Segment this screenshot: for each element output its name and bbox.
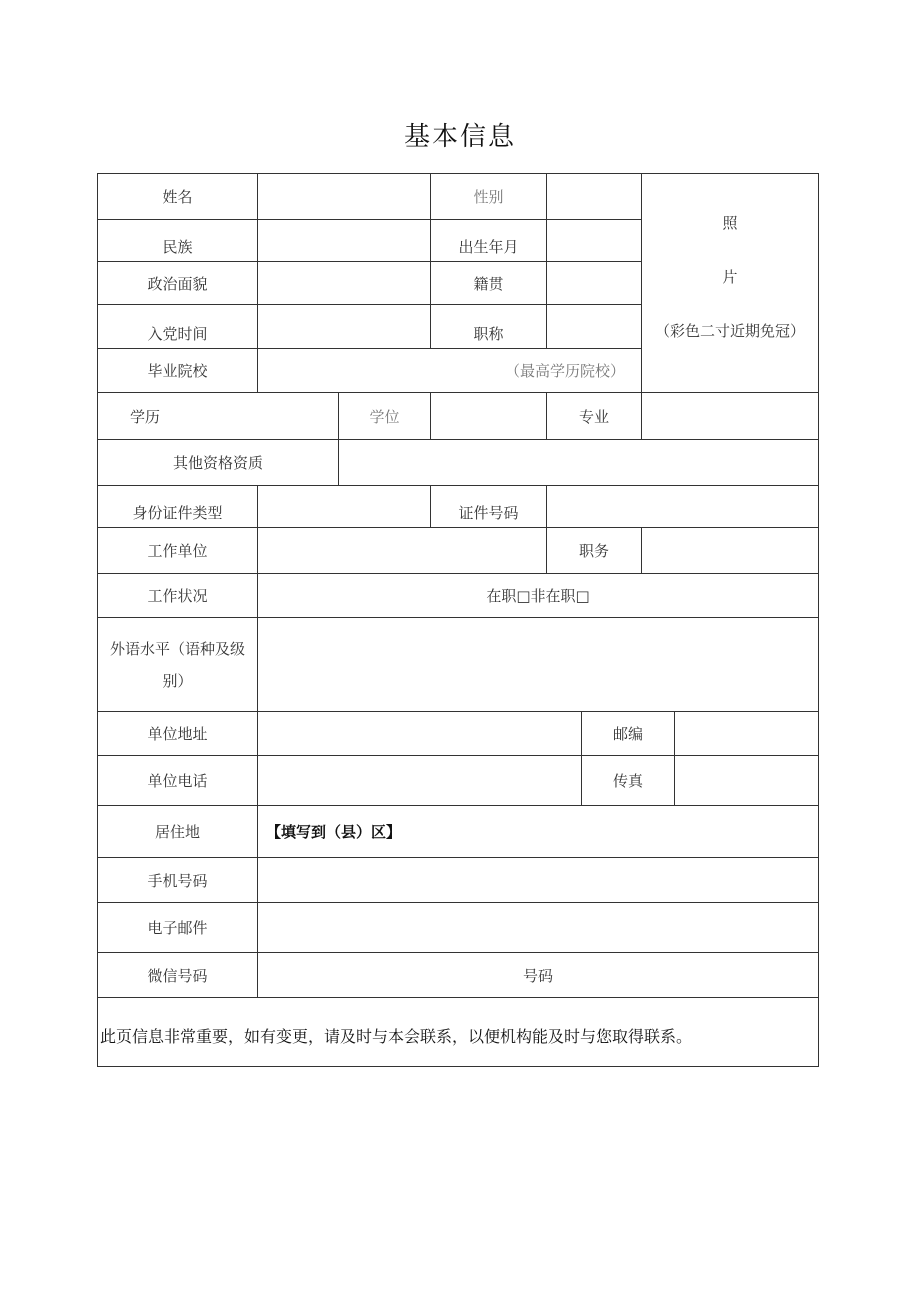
photo-box[interactable] (641, 173, 819, 393)
id-number-label: 证件号码 (430, 485, 547, 528)
language-label: 外语水平（语种及级别） (97, 617, 258, 712)
residence-field[interactable]: 【填写到（县）区】 (257, 805, 819, 858)
photo-label-1: 照 (722, 214, 738, 232)
gender-field[interactable] (546, 173, 642, 220)
id-type-field[interactable] (257, 485, 431, 528)
degree-label: 学位 (338, 392, 431, 440)
major-label: 专业 (546, 392, 642, 440)
origin-field[interactable] (546, 261, 642, 305)
language-field[interactable] (257, 617, 819, 712)
ethnicity-field[interactable] (257, 219, 431, 262)
fax-field[interactable] (674, 755, 819, 806)
school-field[interactable]: （最高学历院校） (257, 348, 642, 393)
footer-note: 此页信息非常重要，如有变更，请及时与本会联系，以便机构能及时与您取得联系。 (97, 997, 819, 1067)
birth-field[interactable] (546, 219, 642, 262)
mobile-field[interactable] (257, 857, 819, 903)
name-field[interactable] (257, 173, 431, 220)
major-field[interactable] (641, 392, 819, 440)
position-label: 职务 (546, 527, 642, 574)
work-address-field[interactable] (257, 711, 582, 756)
fax-label: 传真 (581, 755, 675, 806)
political-label: 政治面貌 (97, 261, 258, 305)
degree-field[interactable] (430, 392, 547, 440)
party-join-label: 入党时间 (97, 304, 258, 349)
wechat-label: 微信号码 (97, 952, 258, 998)
work-address-label: 单位地址 (97, 711, 258, 756)
postcode-field[interactable] (674, 711, 819, 756)
origin-label: 籍贯 (430, 261, 547, 305)
postcode-label: 邮编 (581, 711, 675, 756)
email-label: 电子邮件 (97, 902, 258, 953)
qualifications-label: 其他资格资质 (97, 439, 339, 486)
photo-label-2: 片 (722, 268, 738, 286)
name-label: 姓名 (97, 173, 258, 220)
id-number-field[interactable] (546, 485, 819, 528)
id-type-label: 身份证件类型 (97, 485, 258, 528)
email-field[interactable] (257, 902, 819, 953)
education-label: 学历 (97, 392, 339, 440)
ethnicity-label: 民族 (97, 219, 258, 262)
mobile-label: 手机号码 (97, 857, 258, 903)
political-field[interactable] (257, 261, 431, 305)
employer-field[interactable] (257, 527, 547, 574)
position-field[interactable] (641, 527, 819, 574)
gender-label: 性别 (430, 173, 547, 220)
work-status-options[interactable]: 在职□非在职□ (257, 573, 819, 618)
basic-info-form (97, 173, 819, 1067)
party-join-field[interactable] (257, 304, 431, 349)
employer-label: 工作单位 (97, 527, 258, 574)
work-phone-field[interactable] (257, 755, 582, 806)
wechat-field[interactable]: 号码 (257, 952, 819, 998)
work-status-label: 工作状况 (97, 573, 258, 618)
qualifications-field[interactable] (338, 439, 819, 486)
photo-caption: （彩色二寸近期免冠） (654, 322, 805, 340)
residence-label: 居住地 (97, 805, 258, 858)
page-title: 基本信息 (403, 122, 516, 152)
school-label: 毕业院校 (97, 348, 258, 393)
birth-label: 出生年月 (430, 219, 547, 262)
job-title-field[interactable] (546, 304, 642, 349)
work-phone-label: 单位电话 (97, 755, 258, 806)
job-title-label: 职称 (430, 304, 547, 349)
